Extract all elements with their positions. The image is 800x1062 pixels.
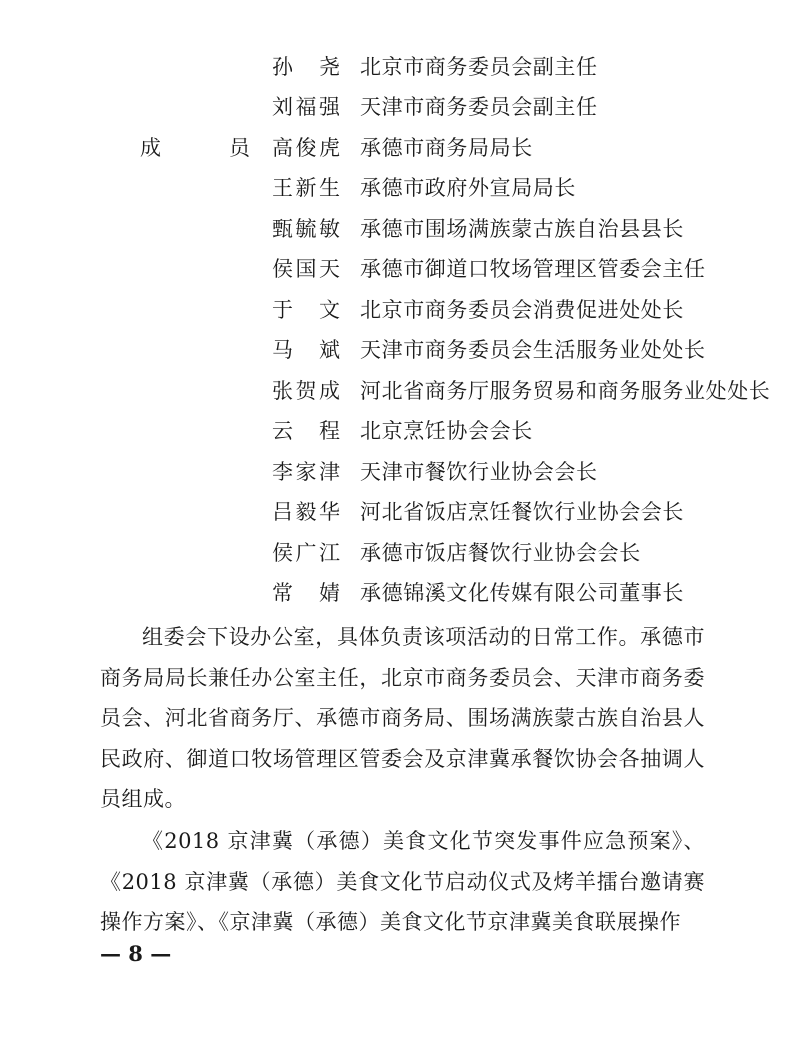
roster-title: 河北省饭店烹饪餐饮行业协会会长 bbox=[360, 500, 684, 524]
roster-name: 侯 国 天 bbox=[272, 257, 340, 281]
roster-row bbox=[0, 533, 800, 573]
roster-name: 于 文 bbox=[272, 298, 340, 322]
roster-title: 承德市围场满族蒙古族自治县县长 bbox=[360, 217, 684, 241]
roster-row bbox=[0, 209, 800, 249]
roster-row bbox=[0, 249, 800, 289]
roster-row bbox=[0, 330, 800, 370]
roster-row bbox=[0, 168, 800, 208]
roster-row bbox=[0, 47, 800, 87]
roster-title: 河北省商务厅服务贸易和商务服务业处处长 bbox=[360, 379, 771, 403]
roster-row bbox=[0, 573, 800, 613]
office-paragraph: 组委会下设办公室，具体负责该项活动的日常工作。承德市商务局局长兼任办公室主任，北京市商务委员会、天津市商务委员会、河北省商务厅、承德市商务局、围场满族蒙古族自治县人民政府、御道口牧场管理区管委会及京津冀承餐饮协会各抽调人员组成。 bbox=[100, 625, 705, 811]
roster-name: 甄 毓 敏 bbox=[272, 217, 340, 241]
roster-row bbox=[0, 492, 800, 532]
roster-row bbox=[0, 87, 800, 127]
roster-row bbox=[0, 411, 800, 451]
roster-title: 承德市商务局局长 bbox=[360, 136, 533, 160]
roster-row bbox=[0, 128, 800, 168]
roster-name: 王 新 生 bbox=[272, 176, 340, 200]
roster-category: 成 员 bbox=[140, 136, 250, 160]
roster-title: 承德市御道口牧场管理区管委会主任 bbox=[360, 257, 706, 281]
roster-name: 孙 尧 bbox=[272, 55, 340, 79]
roster-title: 承德锦溪文化传媒有限公司董事长 bbox=[360, 581, 684, 605]
roster-row bbox=[0, 452, 800, 492]
roster-title: 北京市商务委员会副主任 bbox=[360, 55, 598, 79]
roster-name: 云 程 bbox=[272, 419, 340, 443]
plans-paragraph: 《2018 京津冀（承德）美食文化节突发事件应急预案》、《2018 京津冀（承德）美食文化节启动仪式及烤羊擂台邀请赛操作方案》、《京津冀（承德）美食文化节京津冀美食联展操作 bbox=[100, 829, 705, 934]
roster-name: 常 婧 bbox=[272, 581, 340, 605]
roster-name: 马 斌 bbox=[272, 338, 340, 362]
roster-title: 承德市饭店餐饮行业协会会长 bbox=[360, 541, 641, 565]
roster-name: 李 家 津 bbox=[272, 460, 340, 484]
roster-row bbox=[0, 371, 800, 411]
roster-title: 北京市商务委员会消费促进处处长 bbox=[360, 298, 684, 322]
roster-name: 高 俊 虎 bbox=[272, 136, 340, 160]
roster-title: 天津市商务委员会生活服务业处处长 bbox=[360, 338, 706, 362]
page-number: — 8 — bbox=[100, 941, 172, 966]
roster-title: 北京烹饪协会会长 bbox=[360, 419, 533, 443]
roster-name: 张 贺 成 bbox=[272, 379, 340, 403]
roster-title: 天津市餐饮行业协会会长 bbox=[360, 460, 598, 484]
roster-name: 吕 毅 华 bbox=[272, 500, 340, 524]
roster-row bbox=[0, 290, 800, 330]
roster-title: 天津市商务委员会副主任 bbox=[360, 95, 598, 119]
roster-title: 承德市政府外宣局局长 bbox=[360, 176, 576, 200]
roster-name: 刘 福 强 bbox=[272, 95, 340, 119]
roster-name: 侯 广 江 bbox=[272, 541, 340, 565]
